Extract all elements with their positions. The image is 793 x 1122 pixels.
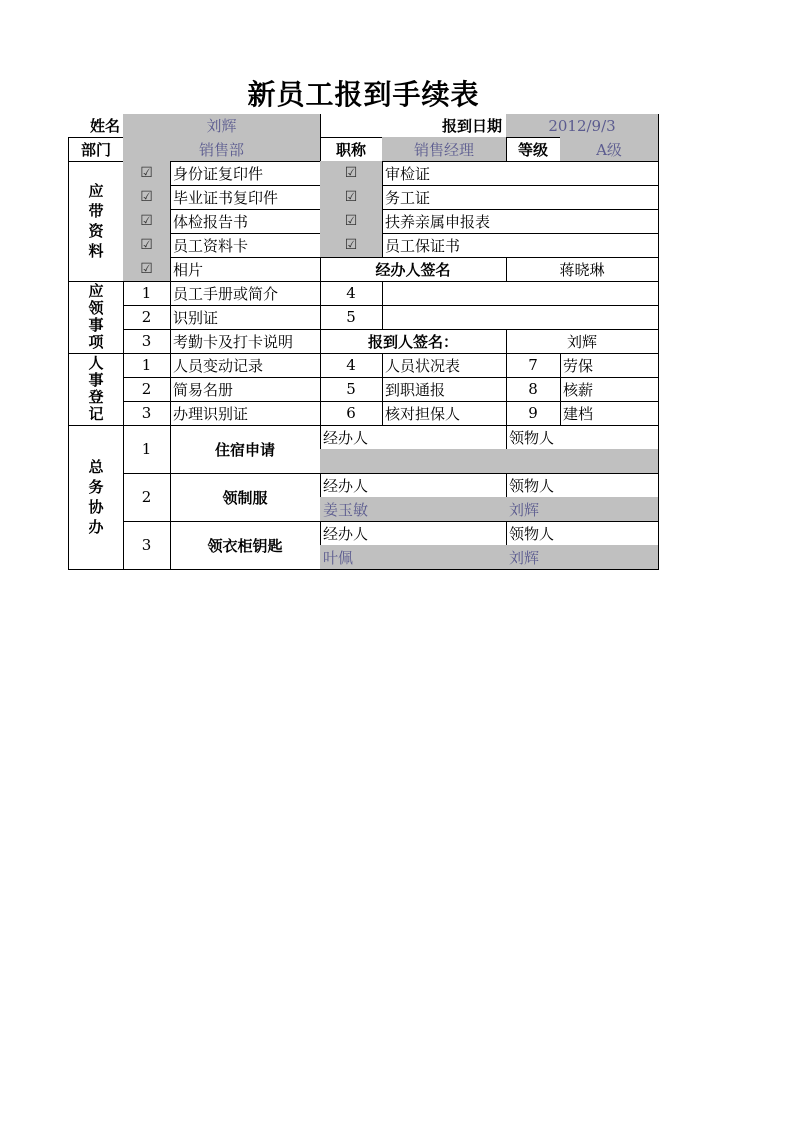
checkbox-icon[interactable]: ☑ bbox=[320, 233, 383, 258]
hr-no: 4 bbox=[320, 353, 383, 378]
checkbox-icon[interactable]: ☑ bbox=[123, 185, 171, 210]
general-item-no: 1 bbox=[123, 425, 171, 474]
checkbox-icon[interactable]: ☑ bbox=[320, 161, 383, 186]
material-item: 身份证复印件 bbox=[170, 161, 321, 186]
hr-item: 简易名册 bbox=[170, 377, 321, 402]
receive-item-no: 5 bbox=[320, 305, 383, 330]
checkbox-icon[interactable]: ☑ bbox=[123, 257, 171, 282]
receiver-value[interactable]: 刘辉 bbox=[506, 497, 659, 522]
name-value[interactable]: 刘辉 bbox=[123, 114, 321, 138]
title-label: 职称 bbox=[320, 137, 383, 162]
hr-no: 7 bbox=[506, 353, 561, 378]
hr-item: 核薪 bbox=[560, 377, 659, 402]
section-char: 带 bbox=[88, 202, 104, 220]
hr-no: 1 bbox=[123, 353, 171, 378]
section-char: 领 bbox=[88, 299, 104, 317]
section-char: 事 bbox=[88, 371, 104, 389]
checkbox-icon[interactable]: ☑ bbox=[320, 209, 383, 234]
hr-no: 9 bbox=[506, 401, 561, 426]
hr-no: 6 bbox=[320, 401, 383, 426]
hr-no: 3 bbox=[123, 401, 171, 426]
section-char: 协 bbox=[88, 498, 104, 516]
hr-item: 核对担保人 bbox=[382, 401, 507, 426]
grade-label: 等级 bbox=[506, 137, 561, 162]
hr-item: 劳保 bbox=[560, 353, 659, 378]
handler-label: 经办人 bbox=[320, 521, 507, 546]
section-char: 办 bbox=[88, 518, 104, 536]
section-char: 资 bbox=[88, 222, 104, 240]
material-item: 审检证 bbox=[382, 161, 659, 186]
section-char: 登 bbox=[88, 388, 104, 406]
hr-item: 建档 bbox=[560, 401, 659, 426]
material-item: 员工资料卡 bbox=[170, 233, 321, 258]
materials-section-label bbox=[68, 161, 124, 282]
checkbox-icon[interactable]: ☑ bbox=[320, 185, 383, 210]
receive-item-no: 2 bbox=[123, 305, 171, 330]
section-char: 应 bbox=[88, 182, 104, 200]
page-title: 新员工报到手续表 bbox=[247, 78, 480, 111]
reporter-sign-value[interactable]: 刘辉 bbox=[506, 329, 659, 354]
general-section-label bbox=[68, 425, 124, 570]
material-item: 相片 bbox=[170, 257, 321, 282]
section-char: 事 bbox=[88, 316, 104, 334]
general-item-no: 3 bbox=[123, 521, 171, 570]
hr-no: 5 bbox=[320, 377, 383, 402]
date-label: 报到日期 bbox=[320, 114, 507, 138]
name-label: 姓名 bbox=[68, 114, 124, 138]
section-char: 人 bbox=[88, 354, 104, 372]
agent-sign-value[interactable]: 蒋晓琳 bbox=[506, 257, 659, 282]
receive-section-label bbox=[68, 281, 124, 354]
receiver-label: 领物人 bbox=[506, 425, 659, 450]
material-item: 体检报告书 bbox=[170, 209, 321, 234]
section-char: 应 bbox=[88, 282, 104, 300]
receive-item-no: 1 bbox=[123, 281, 171, 306]
dept-value[interactable]: 销售部 bbox=[123, 137, 321, 162]
section-char: 务 bbox=[88, 478, 104, 496]
handler-value[interactable]: 姜玉敏 bbox=[320, 497, 507, 522]
receive-item-no: 3 bbox=[123, 329, 171, 354]
checkbox-icon[interactable]: ☑ bbox=[123, 209, 171, 234]
section-char: 料 bbox=[88, 242, 104, 260]
hr-item: 办理识别证 bbox=[170, 401, 321, 426]
title-value[interactable]: 销售经理 bbox=[382, 137, 507, 162]
general-item-name: 领制服 bbox=[170, 473, 321, 522]
handler-value[interactable]: 叶佩 bbox=[320, 545, 507, 570]
material-item: 员工保证书 bbox=[382, 233, 659, 258]
hr-item: 人员状况表 bbox=[382, 353, 507, 378]
section-char: 记 bbox=[88, 405, 104, 423]
hr-item: 到职通报 bbox=[382, 377, 507, 402]
receive-item-blank[interactable] bbox=[382, 281, 659, 306]
material-item: 毕业证书复印件 bbox=[170, 185, 321, 210]
hr-section-label bbox=[68, 353, 124, 426]
material-item: 扶养亲属申报表 bbox=[382, 209, 659, 234]
agent-sign-label: 经办人签名 bbox=[320, 257, 507, 282]
receive-item-name: 识别证 bbox=[170, 305, 321, 330]
receiver-label: 领物人 bbox=[506, 473, 659, 498]
general-item-no: 2 bbox=[123, 473, 171, 522]
receiver-value[interactable]: 刘辉 bbox=[506, 545, 659, 570]
checkbox-icon[interactable]: ☑ bbox=[123, 233, 171, 258]
handler-label: 经办人 bbox=[320, 425, 507, 450]
general-item-name: 住宿申请 bbox=[170, 425, 321, 474]
handler-value[interactable] bbox=[320, 449, 507, 474]
dept-label: 部门 bbox=[68, 137, 124, 162]
hr-item: 人员变动记录 bbox=[170, 353, 321, 378]
hr-no: 2 bbox=[123, 377, 171, 402]
section-char: 项 bbox=[88, 333, 104, 351]
material-item: 务工证 bbox=[382, 185, 659, 210]
handler-label: 经办人 bbox=[320, 473, 507, 498]
date-value[interactable]: 2012/9/3 bbox=[506, 114, 659, 138]
section-char: 总 bbox=[88, 458, 104, 476]
receive-item-no: 4 bbox=[320, 281, 383, 306]
receive-item-name: 员工手册或简介 bbox=[170, 281, 321, 306]
receiver-value[interactable] bbox=[506, 449, 659, 474]
receive-item-name: 考勤卡及打卡说明 bbox=[170, 329, 321, 354]
receiver-label: 领物人 bbox=[506, 521, 659, 546]
checkbox-icon[interactable]: ☑ bbox=[123, 161, 171, 186]
hr-no: 8 bbox=[506, 377, 561, 402]
reporter-sign-label: 报到人签名： bbox=[320, 329, 507, 354]
receive-item-blank[interactable] bbox=[382, 305, 659, 330]
grade-value[interactable]: A级 bbox=[560, 137, 659, 162]
general-item-name: 领衣柜钥匙 bbox=[170, 521, 321, 570]
